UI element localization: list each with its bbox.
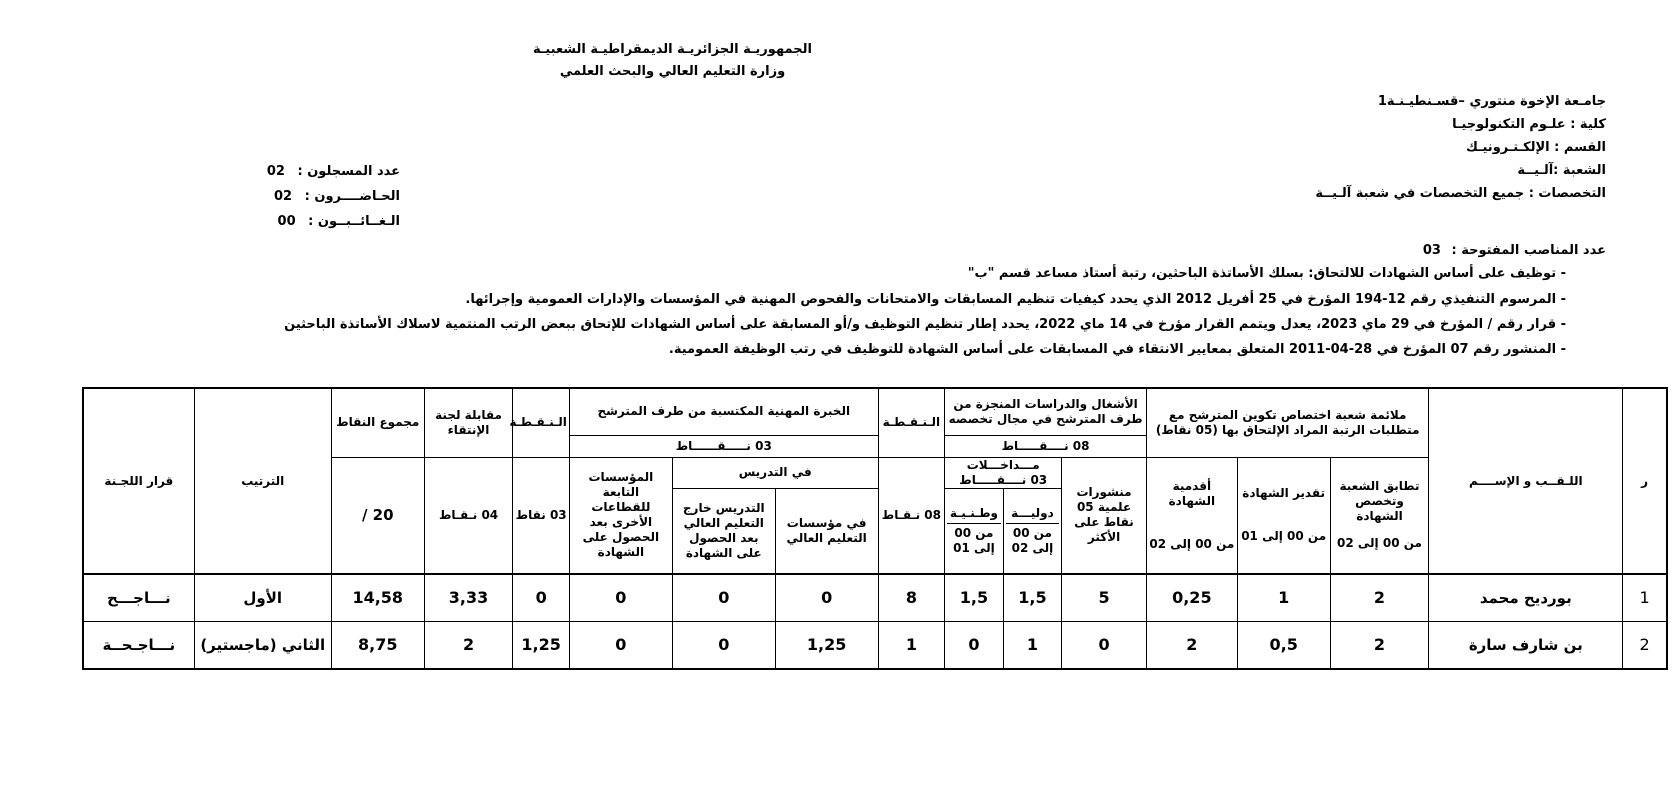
international-header [1003,488,1062,574]
national-range: من 00 إلى 01 [947,523,1001,556]
fit-seniority-range: من 00 إلى 02 [1149,536,1235,551]
branch-line: الشعبة :آلـيــة [1517,163,1606,178]
paragraph-decree: - المرسوم التنفيذي رقم 12-194 المؤرخ في 25 أفريل 2012 الذي يحدد كيفيات تنظيم المسابقات والامتحانات والفحوص المهنية في المؤسسات والإدارات العمومية وإجرائها. [465,292,1566,307]
registered-count [260,164,400,179]
publications-value: 0 [1062,622,1147,670]
fit-grade-label: تقدير الشهادة [1242,486,1326,501]
col-decision-header: قرار اللجـنة [83,388,194,574]
score2-value: 0 [513,574,569,622]
university-line: جامـعة الإخوة منتوري –قسـنطيـنـة1 [1377,94,1606,109]
total-subheader: 20 / [331,457,424,574]
open-positions-value: 03 [1422,243,1441,258]
department-line: القسم : الإلكـتـرونيـك [1465,140,1606,155]
score1-value: 1 [878,622,945,670]
fit-match-label: تطابق الشعبة وتخصص الشهادة [1339,479,1420,524]
score2-subheader: 03 نقاط [513,457,569,574]
absent-value: 00 [277,214,296,229]
works-points: 08 نــــقـــــاط [945,435,1147,457]
national-value: 1,5 [945,574,1004,622]
interview-subheader: 04 نـقـاط [424,457,513,574]
results-table [82,387,1668,670]
international-value: 1,5 [1003,574,1062,622]
col-total-header: مجموع النقاط [331,388,424,457]
specialties-line: التخصصات : جميع التخصصات في شعبة آلـيــة [1315,186,1606,201]
fit-seniority-header [1146,457,1237,574]
teaching-header: في التدريس [672,457,878,488]
publications-header: منشورات علمية 05 نقاط على الأكثر [1062,457,1147,574]
candidate-name: بورديح محمد [1429,574,1623,622]
score2-value: 1,25 [513,622,569,670]
registered-value: 02 [266,164,285,179]
fit-match-range: من 00 إلى 02 [1337,536,1422,551]
teaching-out-value: 0 [672,622,775,670]
col-name-header: اللـقــب و الإســــم [1429,388,1623,574]
paragraph-recruitment: - توظيف على أساس الشهادات للالتحاق: بسلك الأساتذة الباحثين، رتبة أستاذ مساعد قسم "ب" [967,266,1566,281]
teaching-in-higher-ed-header: في مؤسسات التعليم العالي [775,488,878,574]
communications-points: 03 نــــقـــــاط [959,472,1048,487]
fit-seniority-value: 2 [1146,622,1237,670]
experience-points: 03 نـــــقــــــاط [569,435,878,457]
international-label: دوليـــة [1011,505,1054,520]
decision-value: نـــاجـحــة [83,622,194,670]
fit-seniority-label: أقدمية الشهادة [1168,478,1216,508]
fit-match-value: 2 [1330,622,1429,670]
paragraph-order: - قرار رقم / المؤرخ في 29 ماي 2023، يعدل ويتمم القرار مؤرخ في 14 ماي 2022، يحدد إطار تنظيم التوظيف و/أو المسابقة على أساس الشهادات للإتحاق ببعض الرتب المنتمية لاسلاك الأساتذة الباحثين [284,317,1566,332]
other-institutions-value: 0 [569,574,672,622]
teaching-in-value: 1,25 [775,622,878,670]
faculty-line: كلية : علـوم التكنولوجيـا [1452,117,1606,132]
table-row [83,574,1667,622]
other-institutions-value: 0 [569,622,672,670]
open-positions [1423,243,1606,258]
header-row-1 [83,388,1667,435]
ministry-title: وزارة التعليم العالي والبحث العلمي [559,64,786,79]
teaching-outside-header: التدريس خارج التعليم العالي بعد الحصول على الشهادة [672,488,775,574]
rank-value: الأول [194,574,331,622]
score1-value: 8 [878,574,945,622]
national-header [945,488,1004,574]
publications-value: 5 [1062,574,1147,622]
absent-label: الـغــائــبــون : [308,214,400,229]
fit-grade-value: 0,5 [1237,622,1330,670]
score1-subheader: 08 نـقـاط [878,457,945,574]
row-number: 2 [1623,622,1667,670]
total-value: 8,75 [331,622,424,670]
col-number-header: ر [1623,388,1667,574]
col-rank-header: الترتيب [194,388,331,574]
teaching-out-value: 0 [672,574,775,622]
interview-value: 2 [424,622,513,670]
other-institutions-header: المؤسسات التابعة للقطاعات الأخرى بعد الحصول على الشهادة [569,457,672,574]
rank-value: الثاني (ماجستير) [194,622,331,670]
open-positions-label: عدد المناصب المفتوحة : [1451,243,1606,258]
col-experience-header: الخبرة المهنية المكتسبة من طرف المترشح [569,388,878,435]
fit-grade-header [1237,457,1330,574]
fit-match-value: 2 [1330,574,1429,622]
col-works-header: الأشغال والدراسات المنجزة من طرف المترشح في مجال تخصصه [945,388,1147,435]
candidate-name: بن شارف سارة [1429,622,1623,670]
present-count [260,189,400,204]
col-fit-header: ملائمة شعبة اختصاص تكوين المترشح مع متطلبات الرتبة المراد الإلتحاق بها (05 نقاط) [1146,388,1429,457]
communications-label: مـــداخـــلات [966,457,1040,472]
row-number: 1 [1623,574,1667,622]
international-range: من 00 إلى 02 [1006,523,1060,556]
teaching-in-value: 0 [775,574,878,622]
col-score2-header: الـنـقـطـة [513,388,569,457]
decision-value: نـــاجـــح [83,574,194,622]
fit-seniority-value: 0,25 [1146,574,1237,622]
communications-header [945,457,1062,488]
absent-count [260,214,400,229]
table-row [83,622,1667,670]
registered-label: عدد المسجلون : [297,164,400,179]
fit-match-header [1330,457,1429,574]
col-interview-header: مقابلة لجنة الإنتقاء [424,388,513,457]
national-value: 0 [945,622,1004,670]
present-label: الحـاضــــرون : [304,189,400,204]
national-label: وطـنـيـة [949,505,998,520]
present-value: 02 [274,189,293,204]
total-value: 14,58 [331,574,424,622]
fit-grade-range: من 00 إلى 01 [1241,529,1327,544]
col-score1-header: الـنـقـطـة [878,388,945,457]
interview-value: 3,33 [424,574,513,622]
paragraph-circular: - المنشور رقم 07 المؤرخ في 28-04-2011 المتعلق بمعايير الانتقاء في المسابقات على أساس الشهادة للتوظيف في رتب الوظيفة العمومية. [668,342,1566,357]
international-value: 1 [1003,622,1062,670]
fit-grade-value: 1 [1237,574,1330,622]
republic-title: الجمهوريـة الجزائريـة الديمقراطيـة الشعبيـة [533,42,812,57]
